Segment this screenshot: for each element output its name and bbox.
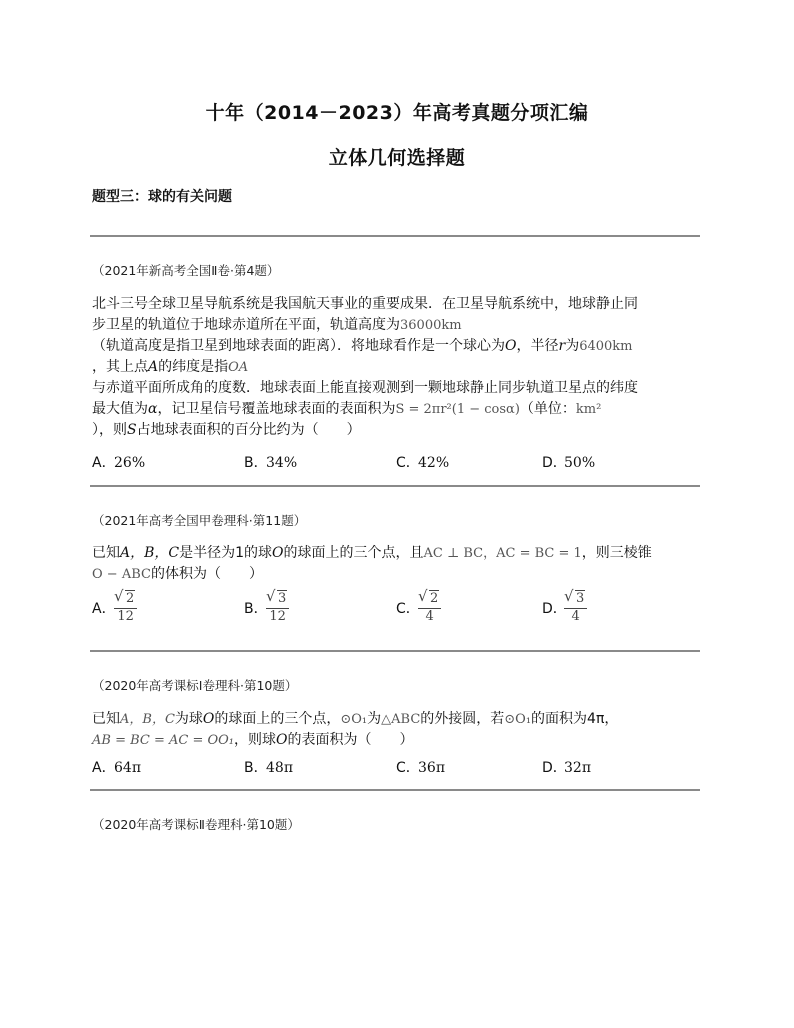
question-3-text <box>92 709 704 751</box>
divider <box>90 235 700 237</box>
divider <box>90 485 700 487</box>
option-d[interactable]: D．50% <box>542 455 596 471</box>
question-source: （2021年高考全国甲卷理科·第11题） <box>92 513 307 528</box>
document-title: 十年（2014－2023）年高考真题分项汇编 <box>205 102 589 124</box>
option-a[interactable]: A． √ $\frac{2}{12}$ <box>92 590 137 625</box>
question-2-text <box>92 543 704 585</box>
question-line: 北斗三号全球卫星导航系统是我国航天事业的重要成果．在卫星导航系统中，地球静止同 <box>92 296 638 312</box>
question-source: （2020年高考课标Ⅰ卷理科·第10题） <box>92 678 298 693</box>
divider <box>90 650 700 652</box>
question-source: （2021年新高考全国Ⅱ卷·第4题） <box>92 263 280 278</box>
option-b[interactable]: B．48π <box>244 760 294 776</box>
question-line: 已知A，B，C是半径为1的球O的球面上的三个点，且AC ⊥ BC，AC = BC = 1，则三棱锥 <box>92 545 652 561</box>
document-subtitle: 立体几何选择题 <box>328 147 466 169</box>
option-c[interactable]: C． √ $\frac{2}{4}$ <box>396 590 441 625</box>
option-c[interactable]: C．36π <box>396 760 446 776</box>
option-d[interactable]: D．32π <box>542 760 592 776</box>
option-a[interactable]: A．26% <box>92 455 146 471</box>
circle-o1: ⊙O₁ <box>340 712 368 727</box>
option-b[interactable]: B．34% <box>244 455 298 471</box>
question-line: 与赤道平面所成角的度数．地球表面上能直接观测到一颗地球静止同步轨道卫星点的纬度 <box>92 380 638 396</box>
question-line: AB = BC = AC = OO₁，则球O的表面积为（ ） <box>92 732 414 748</box>
question-line: O − ABC的体积为（ ） <box>92 566 263 582</box>
circle-o1: ⊙O₁ <box>504 712 532 727</box>
question-source: （2020年高考课标Ⅱ卷理科·第10题） <box>92 817 300 832</box>
option-c[interactable]: C．42% <box>396 455 450 471</box>
section-heading: 题型三：球的有关问题 <box>92 189 232 205</box>
question-line: ，其上点A的纬度是指OA <box>92 359 249 375</box>
question-line: ），则S占地球表面积的百分比约为（ ） <box>92 422 361 438</box>
question-line: 最大值为α，记卫星信号覆盖地球表面的表面积为S = 2πr²(1 − cosα)（单位：km² <box>92 401 602 417</box>
area-formula: S = 2πr²(1 − cosα) <box>395 402 520 417</box>
option-b[interactable]: B． √ $\frac{3}{12}$ <box>244 590 289 625</box>
divider <box>90 789 700 791</box>
question-line: 步卫星的轨道位于地球赤道所在平面，轨道高度为36000km <box>92 317 462 333</box>
question-1-text <box>92 294 704 441</box>
option-a[interactable]: A．64π <box>92 760 142 776</box>
question-line: （轨道高度是指卫星到地球表面的距离）．将地球看作是一个球心为O，半径r为6400km <box>92 338 633 354</box>
option-d[interactable]: D． √ $\frac{3}{4}$ <box>542 590 587 625</box>
question-line: 已知A，B，C为球O的球面上的三个点，⊙O₁为△ABC的外接圆，若⊙O₁的面积为4π， <box>92 711 619 727</box>
